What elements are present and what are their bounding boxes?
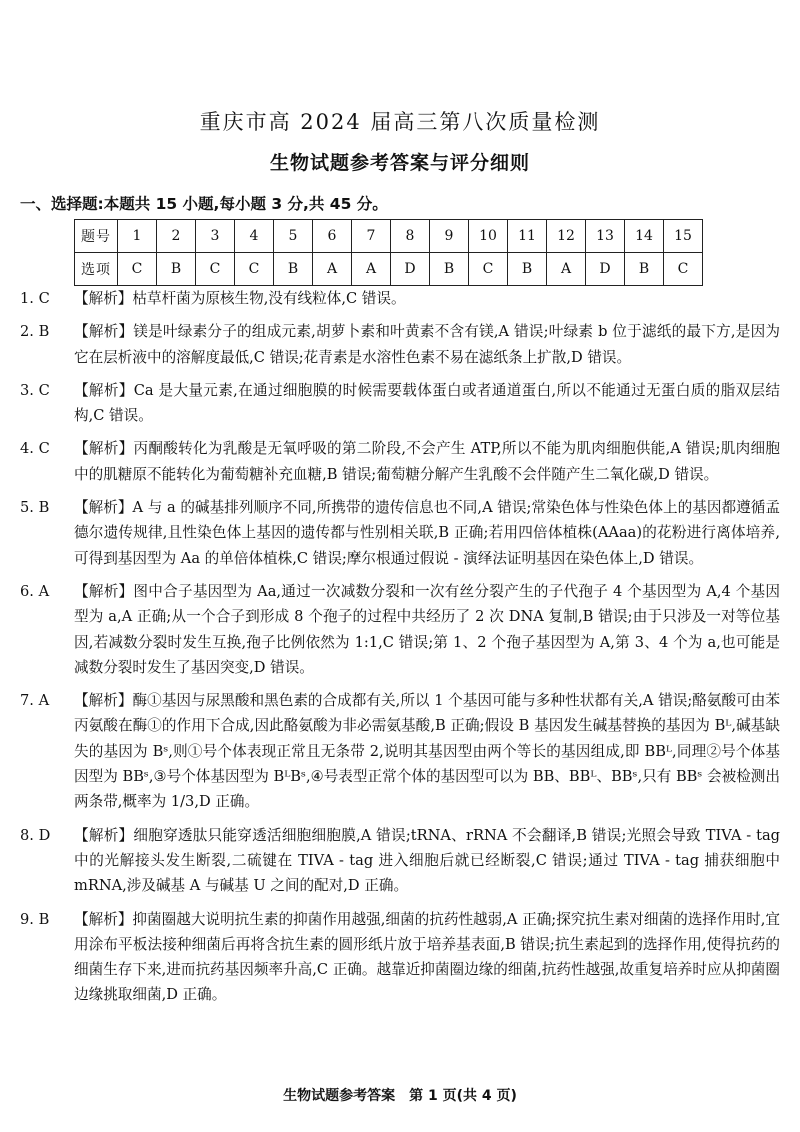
- answer-cell: B: [274, 253, 313, 286]
- explanation-list: [20, 286, 780, 1008]
- question-number: 1: [118, 220, 157, 253]
- question-number: 5: [274, 220, 313, 253]
- answer-table: [74, 219, 703, 286]
- item-answer-key: 9. B: [20, 910, 50, 928]
- item-answer-key: 7. A: [20, 692, 50, 710]
- question-number: 6: [313, 220, 352, 253]
- question-number: 9: [430, 220, 469, 253]
- item-explanation: 【解析】枯草杆菌为原核生物,没有线粒体,C 错误。: [74, 290, 406, 307]
- item-explanation: 【解析】Ca 是大量元素,在通过细胞膜的时候需要载体蛋白或者通道蛋白,所以不能通过无蛋白质的脂双层结构,C 错误。: [74, 381, 780, 425]
- row-label-answer: 选项: [75, 253, 118, 286]
- item-answer-key: 8. D: [20, 826, 51, 844]
- item-explanation: 【解析】细胞穿透肽只能穿透活细胞细胞膜,A 错误;tRNA、rRNA 不会翻译,B 错误;光照会导致 TIVA - tag 中的光解接头发生断裂,二硫键在 TIVA - tag 进入细胞后就已经断裂,C 错误;通过 TIVA - tag 捕获细胞中 mRNA,涉及碱基 A 与碱基 U 之间的配对,D 正确。: [74, 826, 780, 895]
- section-heading: 一、选择题:本题共 15 小题,每小题 3 分,共 45 分。: [20, 195, 388, 213]
- item-answer-key: 4. C: [20, 440, 50, 458]
- answer-cell: A: [352, 253, 391, 286]
- answer-cell: D: [586, 253, 625, 286]
- answer-cell: B: [157, 253, 196, 286]
- item-explanation: 【解析】抑菌圈越大说明抗生素的抑菌作用越强,细菌的抗药性越弱,A 正确;探究抗生素对细菌的选择作用时,宜用涂布平板法接种细菌后再将含抗生素的圆形纸片放于培养基表面,B 错误;抗生素起到的选择作用,使得抗药的细菌生存下来,进而抗药基因频率升高,C 正确。越靠近抑菌圈边缘的细菌,抗药性越强,故重复培养时应从抑菌圈边缘挑取细菌,D 正确。: [74, 910, 780, 1004]
- question-number: 14: [625, 220, 664, 253]
- explanation-item: [20, 579, 780, 680]
- document-title: 重庆市高 2024 届高三第八次质量检测: [199, 110, 601, 134]
- explanation-item: [20, 286, 780, 311]
- answer-cell: B: [508, 253, 547, 286]
- item-explanation: 【解析】A 与 a 的碱基排列顺序不同,所携带的遗传信息也不同,A 错误;常染色体与性染色体上的基因都遵循孟德尔遗传规律,且性染色体上基因的遗传都与性别相关联,B 正确;若用四倍体植株(AAaa)的花粉进行离体培养,可得到基因型为 Aa 的单倍体植株,C 错误;摩尔根通过假说 - 演绎法证明基因在染色体上,D 错误。: [74, 499, 780, 567]
- answer-cell: C: [235, 253, 274, 286]
- answer-cell: C: [664, 253, 703, 286]
- question-number: 8: [391, 220, 430, 253]
- answer-cell: A: [547, 253, 586, 286]
- question-number: 13: [586, 220, 625, 253]
- explanation-item: [20, 688, 780, 814]
- explanation-item: [20, 495, 780, 571]
- explanation-item: [20, 823, 780, 899]
- item-explanation: 【解析】图中合子基因型为 Aa,通过一次减数分裂和一次有丝分裂产生的子代孢子 4 个基因型为 A,4 个基因型为 a,A 正确;从一个合子到形成 8 个孢子的过程中共经历了 2 次 DNA 复制,B 错误;由于只涉及一对等位基因,若减数分裂时发生互换,孢子比例依然为 1:1,C 错误;第 1、2 个孢子基因型为 A,第 3、4 个为 a,也可能是减数分裂时发生了基因突变,D 错误。: [74, 582, 780, 676]
- item-answer-key: 5. B: [20, 499, 50, 517]
- answer-cell: B: [625, 253, 664, 286]
- item-answer-key: 3. C: [20, 381, 50, 399]
- answer-table-number-row: [75, 220, 703, 253]
- item-explanation: 【解析】酶①基因与尿黑酸和黑色素的合成都有关,所以 1 个基因可能与多种性状都有关,A 错误;酪氨酸可由苯丙氨酸在酶①的作用下合成,因此酪氨酸为非必需氨基酸,B 正确;假设 B 基因发生碱基替换的基因为 Bᴸ,碱基缺失的基因为 Bˢ,则①号个体表现正常且无条带 2,说明其基因型由两个等长的基因组成,即 BBᴸ,同理②号个体基因型为 BBˢ,③号个体基因型为 BᴸBˢ,④号表型正常个体的基因型可以为 BB、BBᴸ、BBˢ,只有 BBˢ 会被检测出两条带,概率为 1/3,D 正确。: [74, 692, 780, 811]
- document-subtitle: 生物试题参考答案与评分细则: [269, 152, 530, 174]
- answer-cell: A: [313, 253, 352, 286]
- answer-cell: C: [118, 253, 157, 286]
- explanation-item: [20, 907, 780, 1008]
- question-number: 12: [547, 220, 586, 253]
- question-number: 7: [352, 220, 391, 253]
- answer-table-answer-row: [75, 253, 703, 286]
- explanation-item: [20, 378, 780, 429]
- answer-cell: C: [469, 253, 508, 286]
- answer-cell: D: [391, 253, 430, 286]
- question-number: 3: [196, 220, 235, 253]
- explanation-item: [20, 436, 780, 487]
- answer-cell: B: [430, 253, 469, 286]
- item-answer-key: 1. C: [20, 290, 50, 307]
- answer-cell: C: [196, 253, 235, 286]
- question-number: 15: [664, 220, 703, 253]
- explanation-item: [20, 319, 780, 370]
- row-label-number: 题号: [75, 220, 118, 253]
- item-answer-key: 2. B: [20, 323, 50, 341]
- question-number: 2: [157, 220, 196, 253]
- question-number: 11: [508, 220, 547, 253]
- item-explanation: 【解析】丙酮酸转化为乳酸是无氧呼吸的第二阶段,不会产生 ATP,所以不能为肌肉细胞供能,A 错误;肌肉细胞中的肌糖原不能转化为葡萄糖补充血糖,B 错误;葡萄糖分解产生乳酸不会伴随产生二氧化碳,D 错误。: [74, 440, 780, 483]
- item-answer-key: 6. A: [20, 582, 50, 600]
- page-footer: 生物试题参考答案 第 1 页(共 4 页): [283, 1088, 517, 1104]
- question-number: 10: [469, 220, 508, 253]
- item-explanation: 【解析】镁是叶绿素分子的组成元素,胡萝卜素和叶黄素不含有镁,A 错误;叶绿素 b 位于滤纸的最下方,是因为它在层析液中的溶解度最低,C 错误;花青素是水溶性色素不易在滤纸条上扩散,D 错误。: [74, 323, 780, 366]
- question-number: 4: [235, 220, 274, 253]
